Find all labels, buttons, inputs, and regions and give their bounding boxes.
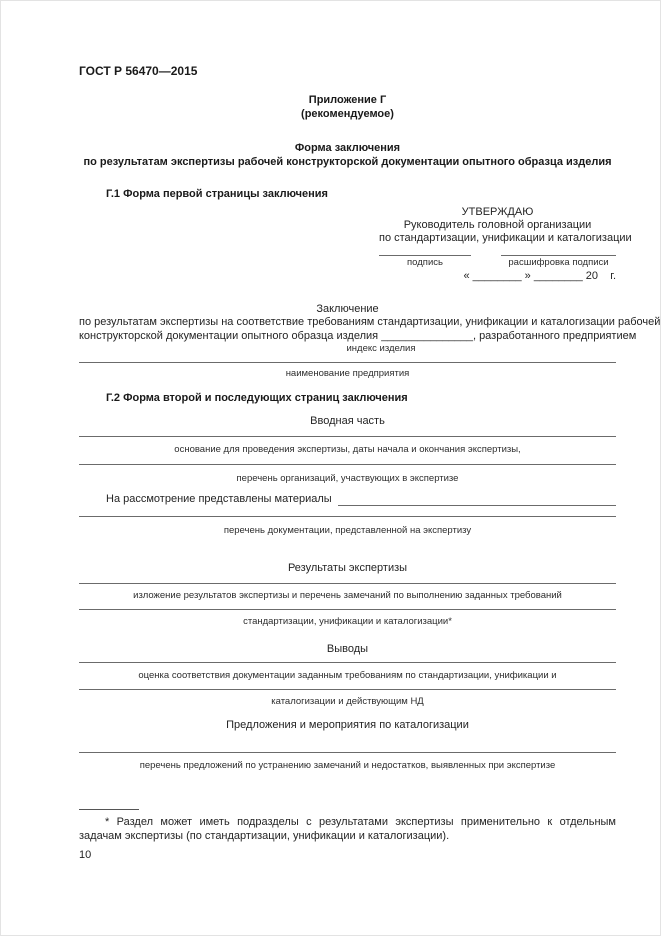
section-g1-heading: Г.1 Форма первой страницы заключения <box>106 188 328 200</box>
materials-label: На рассмотрение представлены материалы <box>106 493 332 505</box>
conclusions-heading: Выводы <box>326 643 369 655</box>
conclusion-title: Заключение <box>316 303 379 315</box>
intro-caption1: основание для проведения экспертизы, даты начала и окончания экспертизы, <box>174 444 521 455</box>
footnote-text: * Раздел может иметь подразделы с результатами экспертизы применительно к отдельным задачам экспертизы (по стандартизации, унификации и каталогизации). <box>79 816 616 842</box>
intro-rule3 <box>79 516 616 517</box>
conclusions-caption2: каталогизации и действующим НД <box>271 696 424 707</box>
approval-block <box>379 206 632 283</box>
enterprise-blank-rule <box>79 362 616 363</box>
approve-word: УТВЕРЖДАЮ <box>461 206 534 218</box>
approval-line2: по стандартизации, унификации и каталогизации <box>379 232 632 244</box>
signature-caption: подпись <box>407 257 443 268</box>
signature-decode-blank <box>501 255 616 256</box>
form-title-line1: Форма заключения <box>294 142 401 154</box>
materials-row <box>106 493 616 506</box>
proposals-caption1: перечень предложений по устранению замечаний и недостатков, выявленных при экспертизе <box>139 760 556 771</box>
signature-decode-field <box>501 255 616 268</box>
proposals-heading: Предложения и мероприятия по каталогизации <box>226 719 469 731</box>
intro-heading: Вводная часть <box>310 415 385 427</box>
signature-row <box>379 255 616 268</box>
results-heading: Результаты экспертизы <box>287 562 408 574</box>
form-title-line2: по результатам экспертизы рабочей конструкторской документации опытного образца изделия <box>83 156 612 168</box>
conclusion-line2-part1: конструкторской документации опытного образца изделия <box>79 330 379 342</box>
date-line: « ________ » ________ 20 г. <box>463 270 616 282</box>
results-rule2 <box>79 609 616 610</box>
approval-line1: Руководитель головной организации <box>403 219 592 231</box>
intro-caption3: перечень документации, представленной на экспертизу <box>223 525 472 536</box>
footnote-separator <box>79 809 139 810</box>
page-number: 10 <box>79 849 92 861</box>
signature-field <box>379 255 471 268</box>
conclusions-rule1 <box>79 662 616 663</box>
signature-blank <box>379 255 471 256</box>
enterprise-caption: наименование предприятия <box>285 368 410 379</box>
intro-caption2: перечень организаций, участвующих в экспертизе <box>236 473 459 484</box>
conclusion-line1: по результатам экспертизы на соответствие требованиям стандартизации, унификации и каталогизации рабочей <box>79 316 661 328</box>
annex-subtitle: (рекомендуемое) <box>301 108 394 120</box>
conclusion-line2 <box>79 330 637 343</box>
results-caption2: стандартизации, унификации и каталогизации* <box>243 616 452 627</box>
results-caption1: изложение результатов экспертизы и перечень замечаний по выполнению заданных требований <box>133 590 562 601</box>
proposals-rule1 <box>79 752 616 753</box>
conclusions-rule2 <box>79 689 616 690</box>
product-index-caption: индекс изделия <box>346 343 416 354</box>
intro-rule1 <box>79 436 616 437</box>
conclusion-line2-part2: , разработанного предприятием <box>472 330 637 342</box>
signature-decode-caption: расшифровка подписи <box>508 257 609 268</box>
section-g2-heading: Г.2 Форма второй и последующих страниц заключения <box>106 392 408 404</box>
intro-rule2 <box>79 464 616 465</box>
materials-blank <box>338 493 616 506</box>
results-rule1 <box>79 583 616 584</box>
product-index-blank: _______________ <box>381 330 473 342</box>
conclusions-caption1: оценка соответствия документации заданным требованиям по стандартизации, унификации и <box>138 670 557 681</box>
standard-number: ГОСТ Р 56470—2015 <box>79 64 198 78</box>
annex-title: Приложение Г <box>308 94 387 106</box>
